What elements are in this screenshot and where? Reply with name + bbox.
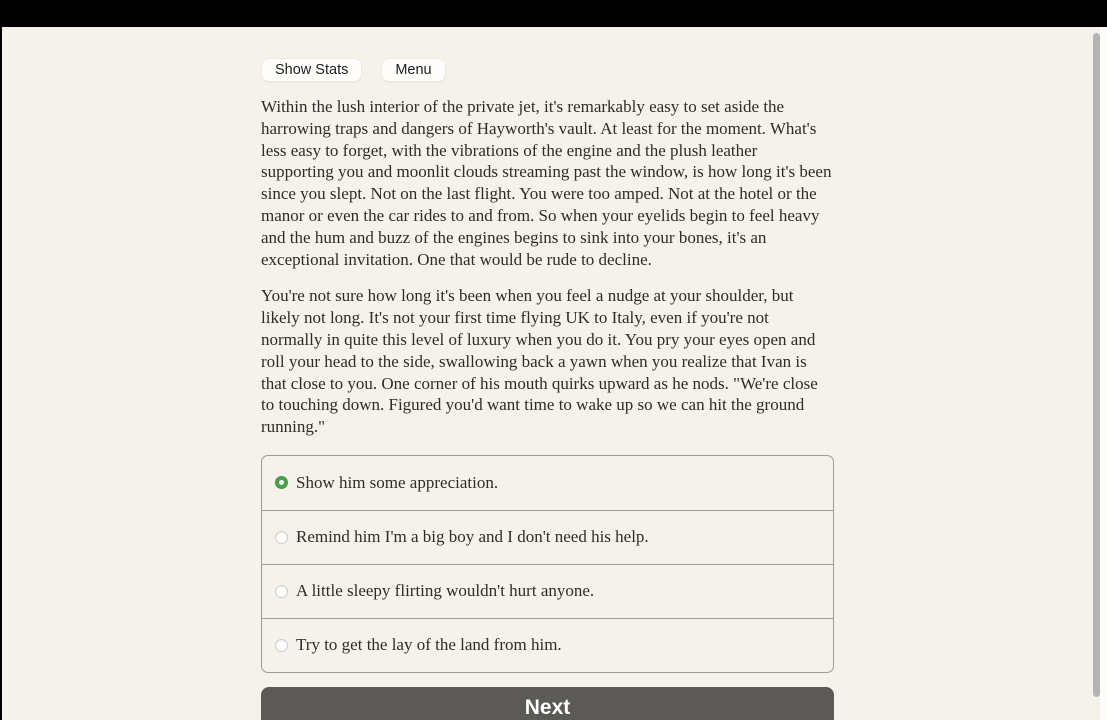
choice-option-1[interactable]	[262, 456, 833, 510]
story-content	[261, 58, 834, 720]
radio-button[interactable]	[275, 531, 288, 544]
story-text	[261, 96, 834, 438]
radio-button[interactable]	[275, 639, 288, 652]
toolbar	[261, 58, 834, 82]
show-stats-button[interactable]: Show Stats	[261, 58, 362, 82]
menu-button[interactable]: Menu	[381, 58, 445, 82]
letterbox-top-bar	[0, 0, 1107, 27]
choice-option-label: A little sleepy flirting wouldn't hurt anyone.	[296, 581, 595, 601]
story-paragraph-2: You're not sure how long it's been when you feel a nudge at your shoulder, but likely not long. It's not your first time flying UK to Italy, even if you're not normally in quite this level of luxury when you do it. You pry your eyes open and roll your head to the side, swallowing back a yawn when you realize that Ivan is that close to you. One corner of his mouth quirks upward as he nods. "We're close to touching down. Figured you'd want time to wake up so we can hit the ground running."	[261, 286, 818, 437]
choice-option-2[interactable]	[262, 510, 833, 564]
next-button[interactable]: Next	[261, 687, 834, 720]
choice-option-3[interactable]	[262, 564, 833, 618]
radio-button[interactable]	[275, 585, 288, 598]
scrollbar-thumb[interactable]	[1093, 33, 1100, 697]
letterbox-left-edge	[0, 0, 2, 720]
choice-option-label: Remind him I'm a big boy and I don't need his help.	[296, 527, 649, 547]
choice-option-4[interactable]	[262, 618, 833, 672]
choice-option-label: Show him some appreciation.	[296, 472, 499, 492]
scrollbar-track[interactable]	[1100, 27, 1107, 720]
choice-list	[261, 455, 834, 673]
choice-option-label: Try to get the lay of the land from him.	[296, 635, 562, 655]
story-paragraph-1: Within the lush interior of the private jet, it's remarkably easy to set aside the harrowing traps and dangers of Hayworth's vault. At least for the moment. What's less easy to forget, with the vibrations of the engine and the plush leather supporting you and moonlit clouds streaming past the window, is how long it's been since you slept. Not on the last flight. You were too amped. Not at the hotel or the manor or even the car rides to and from. So when your eyelids begin to feel heavy and the hum and buzz of the engines begins to sink into your bones, it's an exceptional invitation. One that would be rude to decline.	[261, 97, 832, 269]
radio-button-selected[interactable]	[275, 476, 288, 489]
